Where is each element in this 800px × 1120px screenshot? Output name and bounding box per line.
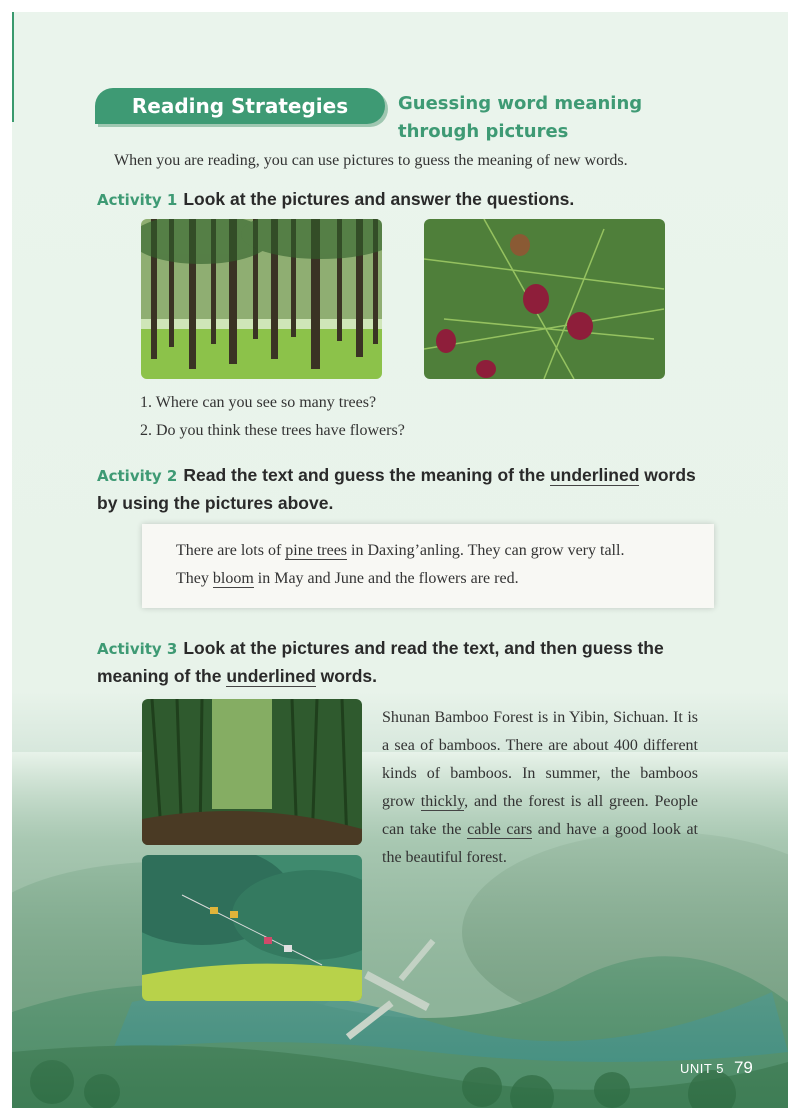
activity-1-label: Activity 1	[97, 191, 178, 209]
reading-strategies-banner	[95, 88, 385, 124]
margin-rule	[12, 12, 14, 122]
activity-3-label: Activity 3	[97, 640, 178, 658]
banner-subtitle	[398, 90, 698, 146]
text-segment: They	[176, 570, 213, 587]
activity-2-heading	[97, 462, 737, 517]
text-line-2	[176, 570, 519, 588]
subtitle-line-1: Guessing word meaning	[398, 93, 643, 114]
activity-3-paragraph	[382, 704, 698, 872]
para-segment: and have a good look at the beautiful forest.	[382, 821, 698, 866]
underlined-bloom: bloom	[212, 570, 254, 587]
activity-3-instruction-c: words.	[315, 666, 378, 686]
activity-2-instruction-a: Read the text and guess the meaning of the	[183, 465, 550, 485]
activity-3-instruction-a: Look at the pictures and read the text, and then guess the	[183, 638, 664, 658]
text-segment: in May and June and the flowers are red.	[253, 570, 519, 587]
underlined-thickly: thickly	[420, 793, 465, 810]
subtitle-line-2: through pictures	[398, 121, 569, 142]
text-segment: There are lots of	[176, 542, 286, 559]
activity-2-text-box	[142, 524, 714, 608]
cable-cars-photo	[142, 855, 362, 1001]
page-footer	[680, 1058, 753, 1078]
activity-3-heading	[97, 635, 737, 690]
activity-2-instruction-line-2: by using the pictures above.	[97, 493, 334, 513]
activity-1-instruction: Look at the pictures and answer the questions.	[183, 189, 575, 209]
underlined-word-label: underlined	[549, 465, 640, 485]
page-number: 79	[733, 1058, 753, 1077]
activity-2-instruction-b: words	[639, 465, 696, 485]
activity-3-instruction-b: meaning of the	[97, 666, 227, 686]
banner-title: Reading Strategies	[131, 94, 349, 118]
underlined-word-label: underlined	[226, 666, 316, 686]
text-line-1	[176, 542, 624, 560]
activity-1-heading	[97, 186, 737, 214]
intro-text: When you are reading, you can use pictures to guess the meaning of new words.	[114, 152, 628, 169]
textbook-page	[12, 12, 788, 1108]
text-segment: in Daxing’anling. They can grow very tall.	[347, 542, 625, 559]
para-segment: Shunan Bamboo Forest is in Yibin, Sichuan. It is a sea of bamboos. There are about 400 different kinds of bamboos. In summer, the bamboos grow	[382, 709, 698, 810]
para-segment: , and the forest is all green. People can take the	[382, 793, 698, 838]
unit-label: UNIT 5	[680, 1061, 724, 1076]
question-1: 1. Where can you see so many trees?	[140, 394, 377, 411]
question-2: 2. Do you think these trees have flowers?	[140, 422, 405, 439]
underlined-cable-cars: cable cars	[467, 821, 533, 838]
pine-forest-photo	[141, 219, 382, 379]
red-pine-cones-photo	[424, 219, 665, 379]
activity-2-label: Activity 2	[97, 467, 178, 485]
underlined-pine-trees: pine trees	[285, 542, 348, 559]
bamboo-forest-photo	[142, 699, 362, 845]
